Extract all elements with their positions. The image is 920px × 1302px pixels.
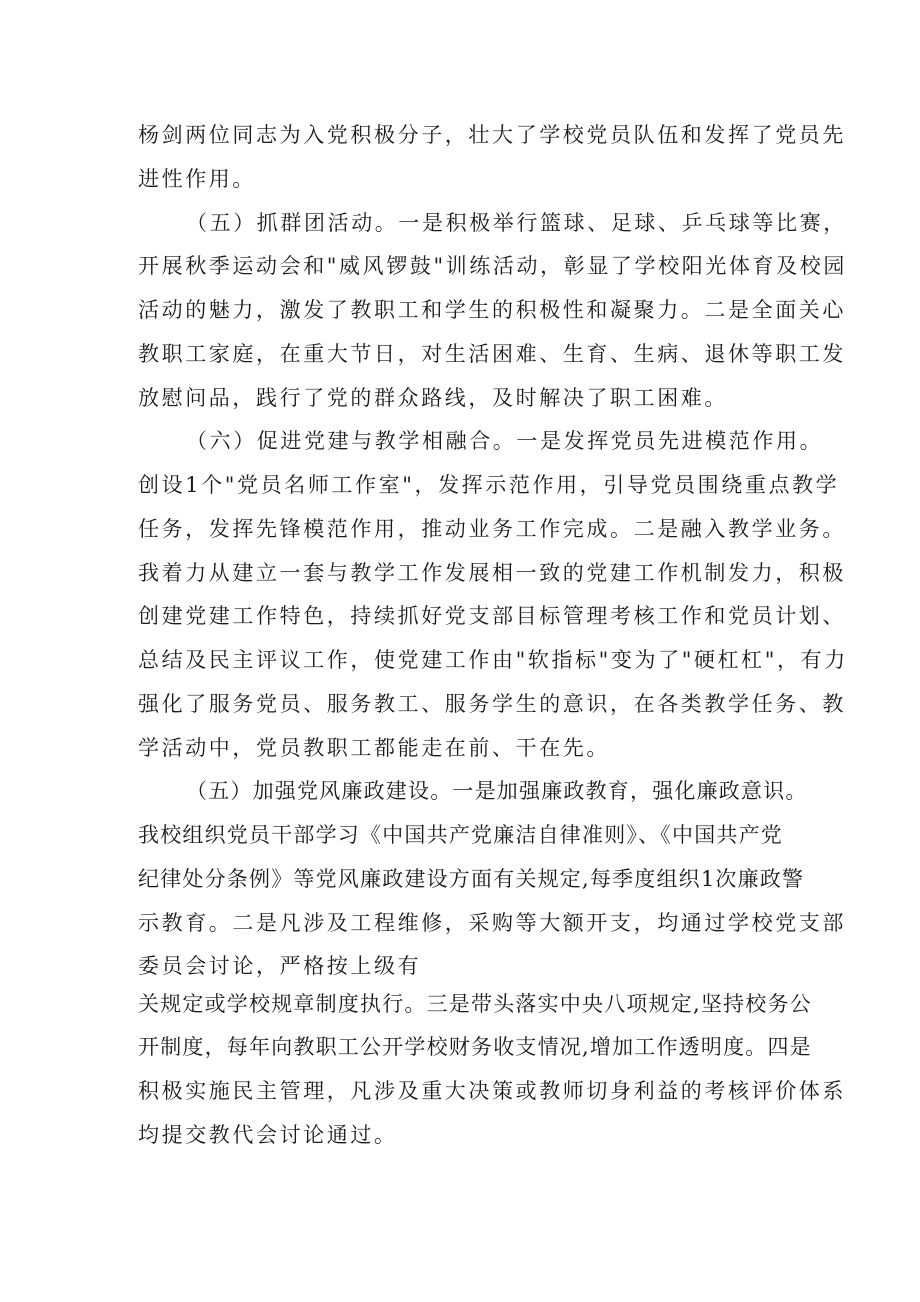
- text-line: 纪律处分条例》等党风廉政建设方面有关规定,每季度组织1次廉政警: [138, 867, 805, 891]
- text-line: 总结及民主评议工作，使党建工作由"软指标"变为了"硬杠杠"，有力: [138, 648, 848, 672]
- text-line: 我着力从建立一套与教学工作发展相一致的党建工作机制发力，积极: [138, 561, 846, 585]
- text-line: 杨剑两位同志为入党积极分子，壮大了学校党员队伍和发挥了党员先: [138, 123, 846, 147]
- section-heading-line: （五）加强党风廉政建设。一是加强廉政教育，强化廉政意识。: [186, 779, 808, 803]
- text-line: 委员会讨论，严格按上级有: [138, 954, 422, 978]
- text-line: 放慰问品，践行了党的群众路线，及时解决了职工困难。: [138, 386, 728, 410]
- text-line: 开制度，每年向教职工公开学校财务收支情况,增加工作透明度。四是: [138, 1035, 812, 1059]
- text-line: 进性作用。: [138, 167, 256, 191]
- text-line: 任务，发挥先锋模范作用，推动业务工作完成。二是融入教学业务。: [138, 517, 846, 541]
- text-line: 强化了服务党员、服务教工、服务学生的意识，在各类教学任务、教: [138, 692, 846, 716]
- text-line: 均提交教代会讨论通过。: [138, 1123, 398, 1147]
- text-line: 创设1个"党员名师工作室"，发挥示范作用，引导党员围绕重点教学: [138, 473, 840, 497]
- text-line: 教职工家庭，在重大节日，对生活困难、生育、生病、退休等职工发: [138, 342, 846, 366]
- text-line: 积极实施民主管理，凡涉及重大决策或教师切身利益的考核评价体系: [138, 1079, 846, 1103]
- text-line: 学活动中，党员教职工都能走在前、干在先。: [138, 736, 610, 760]
- text-line: 示教育。二是凡涉及工程维修，采购等大额开支，均通过学校党支部: [138, 911, 846, 935]
- text-line: 关规定或学校规章制度执行。三是带头落实中央八项规定,坚持校务公: [138, 992, 812, 1016]
- text-line: 我校组织党员干部学习《中国共产党廉洁自律准则》、《中国共产党: [138, 823, 783, 847]
- section-heading-line: （五）抓群团活动。一是积极举行篮球、足球、乒乓球等比赛，: [186, 211, 847, 235]
- text-line: 创建党建工作特色，持续抓好党支部目标管理考核工作和党员计划、: [138, 604, 846, 628]
- section-heading-line: （六）促进党建与教学相融合。一是发挥党员先进模范作用。: [186, 429, 824, 453]
- text-line: 开展秋季运动会和"威风锣鼓"训练活动，彰显了学校阳光体育及校园: [138, 254, 847, 278]
- text-line: 活动的魅力，激发了教职工和学生的积极性和凝聚力。二是全面关心: [138, 298, 846, 322]
